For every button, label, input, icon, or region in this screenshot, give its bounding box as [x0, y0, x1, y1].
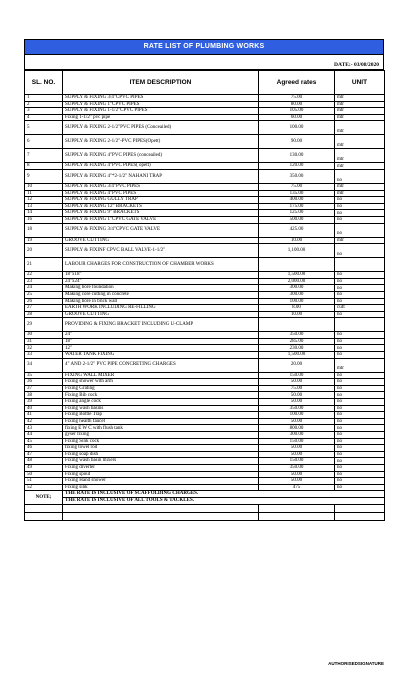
table-row: [25, 244, 385, 258]
item-cell: SUPPLY & FIXING 1-1/2"CPVC PIPES: [63, 108, 259, 115]
unit-cell: no: [335, 445, 385, 452]
table-row: [25, 95, 385, 102]
sl-cell: 8: [25, 163, 63, 170]
table-row: [25, 438, 385, 445]
sl-cell: 42: [25, 418, 63, 425]
unit-cell: no: [335, 291, 385, 298]
table-row: [25, 478, 385, 485]
rate-cell: 400.00: [259, 197, 335, 204]
rate-cell: 1,500.00: [259, 272, 335, 279]
item-cell: Making bore in brick wall: [63, 298, 259, 305]
blank-cell: [25, 504, 63, 512]
table-row: [25, 358, 385, 372]
item-cell: FIXING WALL MIXER: [63, 372, 259, 379]
rate-cell: 150.00: [259, 438, 335, 445]
rate-cell: 120.00: [259, 163, 335, 170]
rate-table-body: [25, 95, 385, 491]
unit-cell: no: [335, 345, 385, 352]
sl-cell: 44: [25, 432, 63, 439]
table-row: [25, 311, 385, 318]
sl-cell: 28: [25, 311, 63, 318]
unit-cell: mtr: [335, 135, 385, 149]
rate-cell: 20.00: [259, 358, 335, 372]
unit-cell: no: [335, 372, 385, 379]
sl-cell: 29: [25, 318, 63, 332]
item-cell: Fixing wash basins: [63, 405, 259, 412]
unit-cell: no: [335, 392, 385, 399]
sl-cell: 31: [25, 338, 63, 345]
unit-cell: mtr: [335, 358, 385, 372]
document-date: DATE:- 03/08/2020: [24, 61, 384, 70]
unit-cell: no: [335, 244, 385, 258]
rate-cell: 50.00: [259, 478, 335, 485]
sl-cell: 25: [25, 291, 63, 298]
header-unit: UNIT: [335, 71, 385, 95]
unit-cell: no: [335, 379, 385, 386]
rate-cell: 800.00: [259, 425, 335, 432]
sl-cell: 38: [25, 392, 63, 399]
rate-cell: 230.00: [259, 345, 335, 352]
unit-cell: no: [335, 451, 385, 458]
item-cell: SUPPLY & FIXING 2-1/2"PVC PIPES (Conceailed): [63, 121, 259, 135]
item-cell: SUPPLY & FIXING 1"CPVC GATE VALVE: [63, 216, 259, 223]
table-row: [25, 149, 385, 163]
sl-cell: 21: [25, 258, 63, 272]
sl-cell: 35: [25, 372, 63, 379]
unit-cell: no: [335, 285, 385, 292]
sl-cell: 12: [25, 197, 63, 204]
unit-cell: mtr: [335, 108, 385, 115]
rate-cell: 1,100.00: [259, 244, 335, 258]
table-row: [25, 114, 385, 121]
rate-cell: 350.00: [259, 169, 335, 183]
sl-cell: 45: [25, 438, 63, 445]
header-item-description: ITEM DESCRIPTION: [63, 71, 259, 95]
sl-cell: 5: [25, 121, 63, 135]
table-row: [25, 464, 385, 471]
document-title: RATE LIST OF PLUMBING WORKS: [24, 39, 384, 55]
rate-cell: 1,500.00: [259, 352, 335, 359]
blank-cell: [25, 512, 63, 520]
table-row: [25, 352, 385, 359]
table-row: [25, 108, 385, 115]
blank-row: [25, 512, 385, 520]
rate-cell: 300.00: [259, 291, 335, 298]
unit-cell: mtr: [335, 237, 385, 244]
item-cell: Fixing Hand shower: [63, 478, 259, 485]
table-row: [25, 163, 385, 170]
unit-cell: no: [335, 311, 385, 318]
sl-cell: 18: [25, 223, 63, 237]
unit-cell: no: [335, 352, 385, 359]
sl-cell: 50: [25, 471, 63, 478]
blank-cell: [335, 504, 385, 512]
rate-cell: [259, 258, 335, 272]
rate-cell: 10.00: [259, 311, 335, 318]
rate-cell: 90.00: [259, 135, 335, 149]
item-cell: Fixing Bottle Trap: [63, 412, 259, 419]
note-row: [25, 497, 385, 504]
table-row: [25, 216, 385, 223]
item-cell: SUPPLY & FIXING 4"PVC PIPES: [63, 190, 259, 197]
sl-cell: 3: [25, 108, 63, 115]
item-cell: gyser fixing: [63, 432, 259, 439]
table-row: [25, 237, 385, 244]
sl-cell: 43: [25, 425, 63, 432]
item-cell: SUPPLY & FIXING 3/4"CPVC GATE VALVE: [63, 223, 259, 237]
item-cell: Making bore foundation: [63, 285, 259, 292]
item-cell: fixing E W C with flush tank: [63, 425, 259, 432]
sl-cell: 22: [25, 272, 63, 279]
table-row: [25, 418, 385, 425]
sl-cell: 27: [25, 305, 63, 312]
item-cell: SUPPLY & FIXING 2-1/2"-PVC PIPES(Opett): [63, 135, 259, 149]
unit-cell: mtr: [335, 163, 385, 170]
table-row: [25, 345, 385, 352]
table-row: [25, 405, 385, 412]
rate-cell: 425.00: [259, 223, 335, 237]
table-row: [25, 379, 385, 386]
table-row: [25, 169, 385, 183]
item-cell: Fixing Sink cock: [63, 438, 259, 445]
sl-cell: 2: [25, 101, 63, 108]
item-cell: Fixing 1-1/2" pvc pipe: [63, 114, 259, 121]
sl-cell: 16: [25, 216, 63, 223]
rate-cell: 50.00: [259, 418, 335, 425]
unit-cell: no: [335, 464, 385, 471]
item-cell: SUPPLY & FIXING 3/4"PVC PIPES: [63, 183, 259, 190]
item-cell: SUPPLY & FIXING 4"PVC PIPES( opett): [63, 163, 259, 170]
sl-cell: 24: [25, 285, 63, 292]
table-row: [25, 372, 385, 379]
item-cell: GROOVE CUTTING: [63, 311, 259, 318]
unit-cell: [335, 258, 385, 272]
unit-cell: cuft: [335, 305, 385, 312]
table-row: [25, 458, 385, 465]
table-row: [25, 272, 385, 279]
unit-cell: mtr: [335, 183, 385, 190]
sl-cell: 4: [25, 114, 63, 121]
notes-section: [25, 491, 385, 520]
sl-cell: 47: [25, 451, 63, 458]
unit-cell: no: [335, 197, 385, 204]
sl-cell: 41: [25, 412, 63, 419]
table-row: [25, 412, 385, 419]
note-text: THE RATE IS INCLUSIVE OF ALL TOOLS & TACKLES.: [63, 497, 385, 504]
sl-cell: 32: [25, 345, 63, 352]
sl-cell: 51: [25, 478, 63, 485]
header-agreed-rates: Agreed rates: [259, 71, 335, 95]
table-row: [25, 203, 385, 210]
item-cell: SUPPLY & FIXINF CPVC BALL VALVE-1-1/2": [63, 244, 259, 258]
rate-cell: 50.00: [259, 399, 335, 406]
item-cell: 4" AND 2-1/2" PVC PIPE CONCRETING CHARGES: [63, 358, 259, 372]
unit-cell: mtr: [335, 101, 385, 108]
sl-cell: 13: [25, 203, 63, 210]
blank-cell: [63, 504, 259, 512]
note-label: NOTE;: [25, 491, 63, 504]
rate-cell: 130.00: [259, 149, 335, 163]
unit-cell: no: [335, 471, 385, 478]
rate-cell: 100.00: [259, 412, 335, 419]
sl-cell: 7: [25, 149, 63, 163]
item-cell: 24": [63, 332, 259, 339]
rate-cell: 2,000.00: [259, 278, 335, 285]
table-row: [25, 451, 385, 458]
table-row: [25, 291, 385, 298]
item-cell: EARTH WORK INCLUDING RE-FILLING: [63, 305, 259, 312]
rate-cell: 75.00: [259, 95, 335, 102]
blank-cell: [63, 512, 259, 520]
item-cell: 18"x18": [63, 272, 259, 279]
sl-cell: 39: [25, 399, 63, 406]
unit-cell: mtr: [335, 190, 385, 197]
unit-cell: no: [335, 338, 385, 345]
rate-cell: 60.00: [259, 114, 335, 121]
rate-cell: 350.00: [259, 405, 335, 412]
table-row: [25, 210, 385, 217]
rate-cell: 50.00: [259, 392, 335, 399]
blank-cell: [259, 504, 335, 512]
item-cell: Fixing health faucet: [63, 418, 259, 425]
unit-cell: no: [335, 418, 385, 425]
rate-cell: 50.00: [259, 471, 335, 478]
rate-cell: 300.00: [259, 285, 335, 292]
table-row: [25, 445, 385, 452]
unit-cell: no: [335, 484, 385, 491]
sl-cell: 9: [25, 169, 63, 183]
unit-cell: mtr: [335, 114, 385, 121]
table-row: [25, 425, 385, 432]
rate-cell: 500.00: [259, 216, 335, 223]
item-cell: fixing towel rod: [63, 445, 259, 452]
unit-cell: mtr: [335, 121, 385, 135]
unit-cell: [335, 318, 385, 332]
item-cell: SUPPLY & FIXING 12" BRACKETS: [63, 203, 259, 210]
table-row: [25, 399, 385, 406]
sl-cell: 23: [25, 278, 63, 285]
unit-cell: no: [335, 169, 385, 183]
sl-cell: 6: [25, 135, 63, 149]
rate-cell: 75.00: [259, 385, 335, 392]
table-row: [25, 392, 385, 399]
sl-cell: 33: [25, 352, 63, 359]
sl-cell: 11: [25, 190, 63, 197]
sl-cell: 34: [25, 358, 63, 372]
sl-cell: 49: [25, 464, 63, 471]
item-cell: Fixing wash basin mixers: [63, 458, 259, 465]
rate-cell: 100.00: [259, 121, 335, 135]
item-cell: LABOUR CHARGES FOR CONSTRUCTION OF CHAMBER WORKS: [63, 258, 259, 272]
table-row: [25, 101, 385, 108]
blank-cell: [335, 512, 385, 520]
rate-cell: 350.00: [259, 464, 335, 471]
item-cell: PROVIDING & FIXING BRACKET INCLUDING U-CLAMP: [63, 318, 259, 332]
unit-cell: no: [335, 425, 385, 432]
unit-cell: no: [335, 399, 385, 406]
unit-cell: no: [335, 458, 385, 465]
table-row: [25, 338, 385, 345]
item-cell: Making core cutting in concrete: [63, 291, 259, 298]
sl-cell: 52: [25, 484, 63, 491]
table-row: [25, 135, 385, 149]
sl-cell: 40: [25, 405, 63, 412]
table-row: [25, 183, 385, 190]
unit-cell: no: [335, 432, 385, 439]
item-cell: Fixing shower with arm: [63, 379, 259, 386]
item-cell: 24"x24": [63, 278, 259, 285]
unit-cell: no: [335, 278, 385, 285]
table-row: [25, 298, 385, 305]
rate-cell: 350.00: [259, 332, 335, 339]
item-cell: 18": [63, 338, 259, 345]
table-row: [25, 190, 385, 197]
sl-cell: 37: [25, 385, 63, 392]
table-row: [25, 484, 385, 491]
table-row: [25, 285, 385, 292]
rate-cell: 150.00: [259, 458, 335, 465]
sl-cell: 1: [25, 95, 63, 102]
rate-cell: 135.00: [259, 190, 335, 197]
unit-cell: no: [335, 412, 385, 419]
sl-cell: 20: [25, 244, 63, 258]
sl-cell: 14: [25, 210, 63, 217]
table-row: [25, 258, 385, 272]
item-cell: GROOVE CUTTING: [63, 237, 259, 244]
note-text: THE RATE IS INCLUSIVE OF SCAFFOLDING CHARGES.: [63, 491, 385, 498]
table-header-row: [25, 71, 385, 95]
sl-cell: 36: [25, 379, 63, 386]
table-row: [25, 318, 385, 332]
rate-cell: 175.00: [259, 203, 335, 210]
item-cell: Fixing Grating: [63, 385, 259, 392]
table-row: [25, 332, 385, 339]
unit-cell: no: [335, 223, 385, 237]
unit-cell: no: [335, 298, 385, 305]
item-cell: SUPPLY & FIXING 1"CPVC PIPES: [63, 101, 259, 108]
item-cell: SUPPLY & FIXING 4"PVC PIPES (conceailed): [63, 149, 259, 163]
table-row: [25, 197, 385, 204]
item-cell: Fixing diverter: [63, 464, 259, 471]
rate-table: [24, 70, 385, 521]
rate-cell: 100.00: [259, 298, 335, 305]
item-cell: Fixing Bib cock: [63, 392, 259, 399]
unit-cell: no: [335, 216, 385, 223]
rate-cell: 75.00: [259, 183, 335, 190]
item-cell: SUPPLY & FIXING 9" BRACKETS: [63, 210, 259, 217]
unit-cell: no: [335, 385, 385, 392]
table-row: [25, 471, 385, 478]
blank-cell: [259, 512, 335, 520]
rate-cell: [259, 318, 335, 332]
blank-row: [25, 504, 385, 512]
item-cell: SUPPLY & FIXING 4"*2-1/2" NAHANI TRAP: [63, 169, 259, 183]
table-row: [25, 121, 385, 135]
rate-cell: 475: [259, 484, 335, 491]
unit-cell: no: [335, 272, 385, 279]
authorised-signature: AUTHORISEDSIGNATURE: [328, 661, 384, 666]
unit-cell: mtr: [335, 149, 385, 163]
rate-cell: 285.00: [259, 338, 335, 345]
table-row: [25, 385, 385, 392]
table-row: [25, 305, 385, 312]
table-row: [25, 223, 385, 237]
header-sl-no: SL. NO.: [25, 71, 63, 95]
item-cell: Fixing sink: [63, 484, 259, 491]
item-cell: SUPPLY & FIXING 3/4"CPVC PIPES: [63, 95, 259, 102]
rate-list-sheet: [24, 39, 384, 521]
rate-cell: 8.00: [259, 305, 335, 312]
table-row: [25, 432, 385, 439]
rate-cell: 105.00: [259, 108, 335, 115]
unit-cell: no: [335, 210, 385, 217]
rate-cell: 10.00: [259, 237, 335, 244]
sl-cell: 10: [25, 183, 63, 190]
unit-cell: no: [335, 332, 385, 339]
rate-cell: 125.00: [259, 210, 335, 217]
unit-cell: no: [335, 478, 385, 485]
rate-cell: 50.00: [259, 451, 335, 458]
item-cell: Fixing angle cock: [63, 399, 259, 406]
item-cell: 12": [63, 345, 259, 352]
unit-cell: no: [335, 405, 385, 412]
unit-cell: no: [335, 438, 385, 445]
note-row: [25, 491, 385, 498]
sl-cell: 48: [25, 458, 63, 465]
item-cell: Fixing soap dish: [63, 451, 259, 458]
unit-cell: mtr: [335, 95, 385, 102]
sl-cell: 46: [25, 445, 63, 452]
table-row: [25, 278, 385, 285]
rate-cell: 150.00: [259, 372, 335, 379]
rate-cell: 300.00: [259, 432, 335, 439]
rate-cell: 50.00: [259, 379, 335, 386]
item-cell: SUPPLY & FIXING GULLY TRAP: [63, 197, 259, 204]
sl-cell: 26: [25, 298, 63, 305]
rate-cell: 50.00: [259, 445, 335, 452]
sl-cell: 19: [25, 237, 63, 244]
unit-cell: no: [335, 203, 385, 210]
item-cell: WATER TANK FIXING: [63, 352, 259, 359]
sl-cell: 30: [25, 332, 63, 339]
rate-cell: 80.00: [259, 101, 335, 108]
item-cell: Fixing spout: [63, 471, 259, 478]
